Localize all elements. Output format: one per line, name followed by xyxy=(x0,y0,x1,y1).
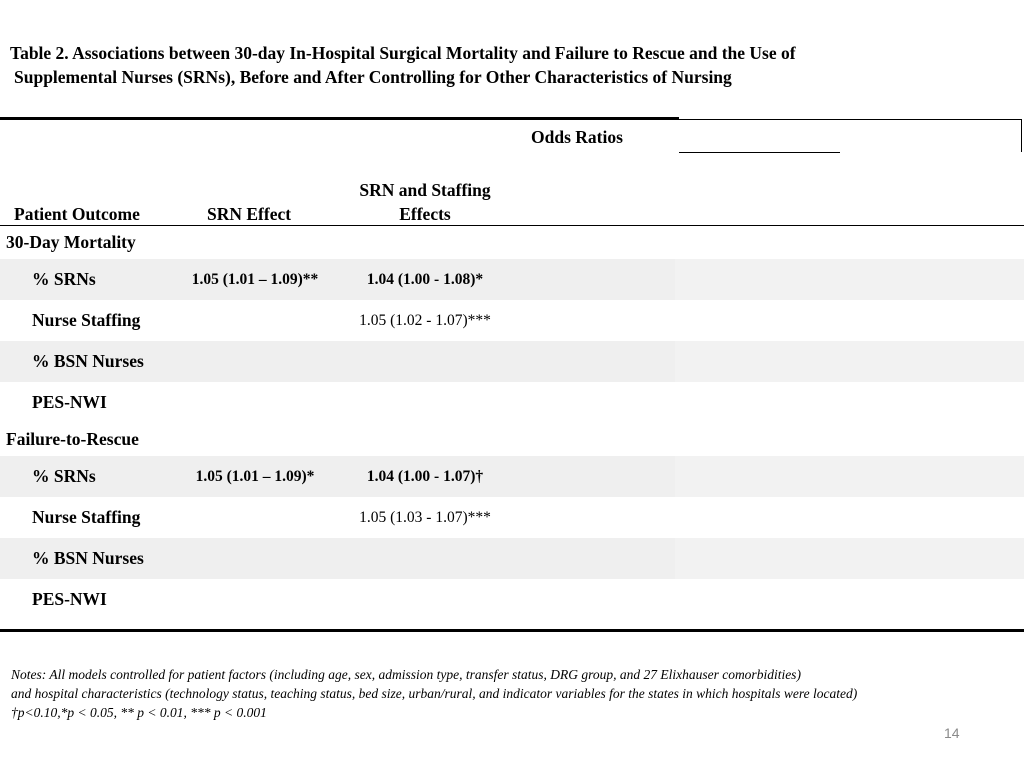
table-row xyxy=(0,382,1024,423)
srn-effect-value xyxy=(170,497,340,538)
column-header-srn-staffing-effects xyxy=(340,178,510,226)
section-title: 30-Day Mortality xyxy=(6,232,136,252)
notes-significance-legend: †p<0.10,*p < 0.05, ** p < 0.01, *** p < 0.001 xyxy=(11,705,267,720)
odds-ratio-underline xyxy=(679,152,840,153)
row-shade xyxy=(675,456,1024,497)
srn-staffing-value xyxy=(340,341,510,382)
table-notes xyxy=(11,665,1021,722)
row-shade xyxy=(675,341,1024,382)
srn-staffing-value: 1.04 (1.00 - 1.07)† xyxy=(366,467,484,485)
row-shade xyxy=(675,259,1024,300)
srn-effect-value: 1.05 (1.01 – 1.09)** xyxy=(191,270,319,288)
odds-ratio-box-right xyxy=(1021,119,1022,152)
row-label: Nurse Staffing xyxy=(32,507,141,527)
section-title: Failure-to-Rescue xyxy=(6,429,139,449)
notes-line-1: Notes: All models controlled for patient factors (including age, sex, admission type, transfer status, DRG group, and 27 Elixhauser comorbidities) xyxy=(11,667,801,682)
table-title-line-1: Table 2. Associations between 30-day In-Hospital Surgical Mortality and Failure to Rescue and the Use of xyxy=(10,43,796,63)
srn-effect-value xyxy=(170,579,340,620)
section-row-failure-to-rescue xyxy=(0,423,1024,456)
table-row xyxy=(0,497,1024,538)
srn-staffing-value: 1.04 (1.00 - 1.08)* xyxy=(366,270,484,288)
row-shade xyxy=(675,538,1024,579)
srn-effect-value xyxy=(170,538,340,579)
table-row xyxy=(0,456,1024,497)
column-header-srn-effect: SRN Effect xyxy=(207,204,292,224)
column-header-patient-outcome: Patient Outcome xyxy=(14,204,140,224)
section-row-mortality xyxy=(0,226,1024,259)
odds-ratios-header: Odds Ratios xyxy=(531,127,623,147)
slide-page-number: 14 xyxy=(944,725,960,741)
table-bottom-rule xyxy=(0,629,1024,632)
row-label: PES-NWI xyxy=(32,589,107,609)
srn-staffing-value: 1.05 (1.03 - 1.07)*** xyxy=(359,508,491,526)
table-title xyxy=(10,41,1010,89)
srn-staffing-value xyxy=(340,538,510,579)
row-label: % BSN Nurses xyxy=(32,548,144,568)
srn-staffing-value xyxy=(340,579,510,620)
column-header-srn-staffing-line-1: SRN and Staffing xyxy=(359,180,491,200)
row-label: % SRNs xyxy=(32,269,96,289)
table-row xyxy=(0,341,1024,382)
srn-effect-value: 1.05 (1.01 – 1.09)* xyxy=(195,467,315,485)
srn-staffing-value: 1.05 (1.02 - 1.07)*** xyxy=(359,311,491,329)
row-label: % BSN Nurses xyxy=(32,351,144,371)
notes-line-2: and hospital characteristics (technology status, teaching status, bed size, urban/rural, and indicator variables for the states in which hospitals were located) xyxy=(11,686,858,701)
odds-ratio-box-top xyxy=(679,119,1022,120)
table-row xyxy=(0,300,1024,341)
srn-effect-value xyxy=(170,300,340,341)
row-label: PES-NWI xyxy=(32,392,107,412)
table-row xyxy=(0,579,1024,620)
table-body xyxy=(0,226,1024,620)
srn-effect-value xyxy=(170,341,340,382)
row-label: Nurse Staffing xyxy=(32,310,141,330)
srn-effect-value xyxy=(170,382,340,423)
column-header-srn-staffing-line-2: Effects xyxy=(399,204,451,224)
table-title-line-2: Supplemental Nurses (SRNs), Before and After Controlling for Other Characteristics of Nursing xyxy=(14,67,732,87)
table-top-rule xyxy=(0,117,679,120)
row-label: % SRNs xyxy=(32,466,96,486)
table-row xyxy=(0,538,1024,579)
table-row xyxy=(0,259,1024,300)
srn-staffing-value xyxy=(340,382,510,423)
